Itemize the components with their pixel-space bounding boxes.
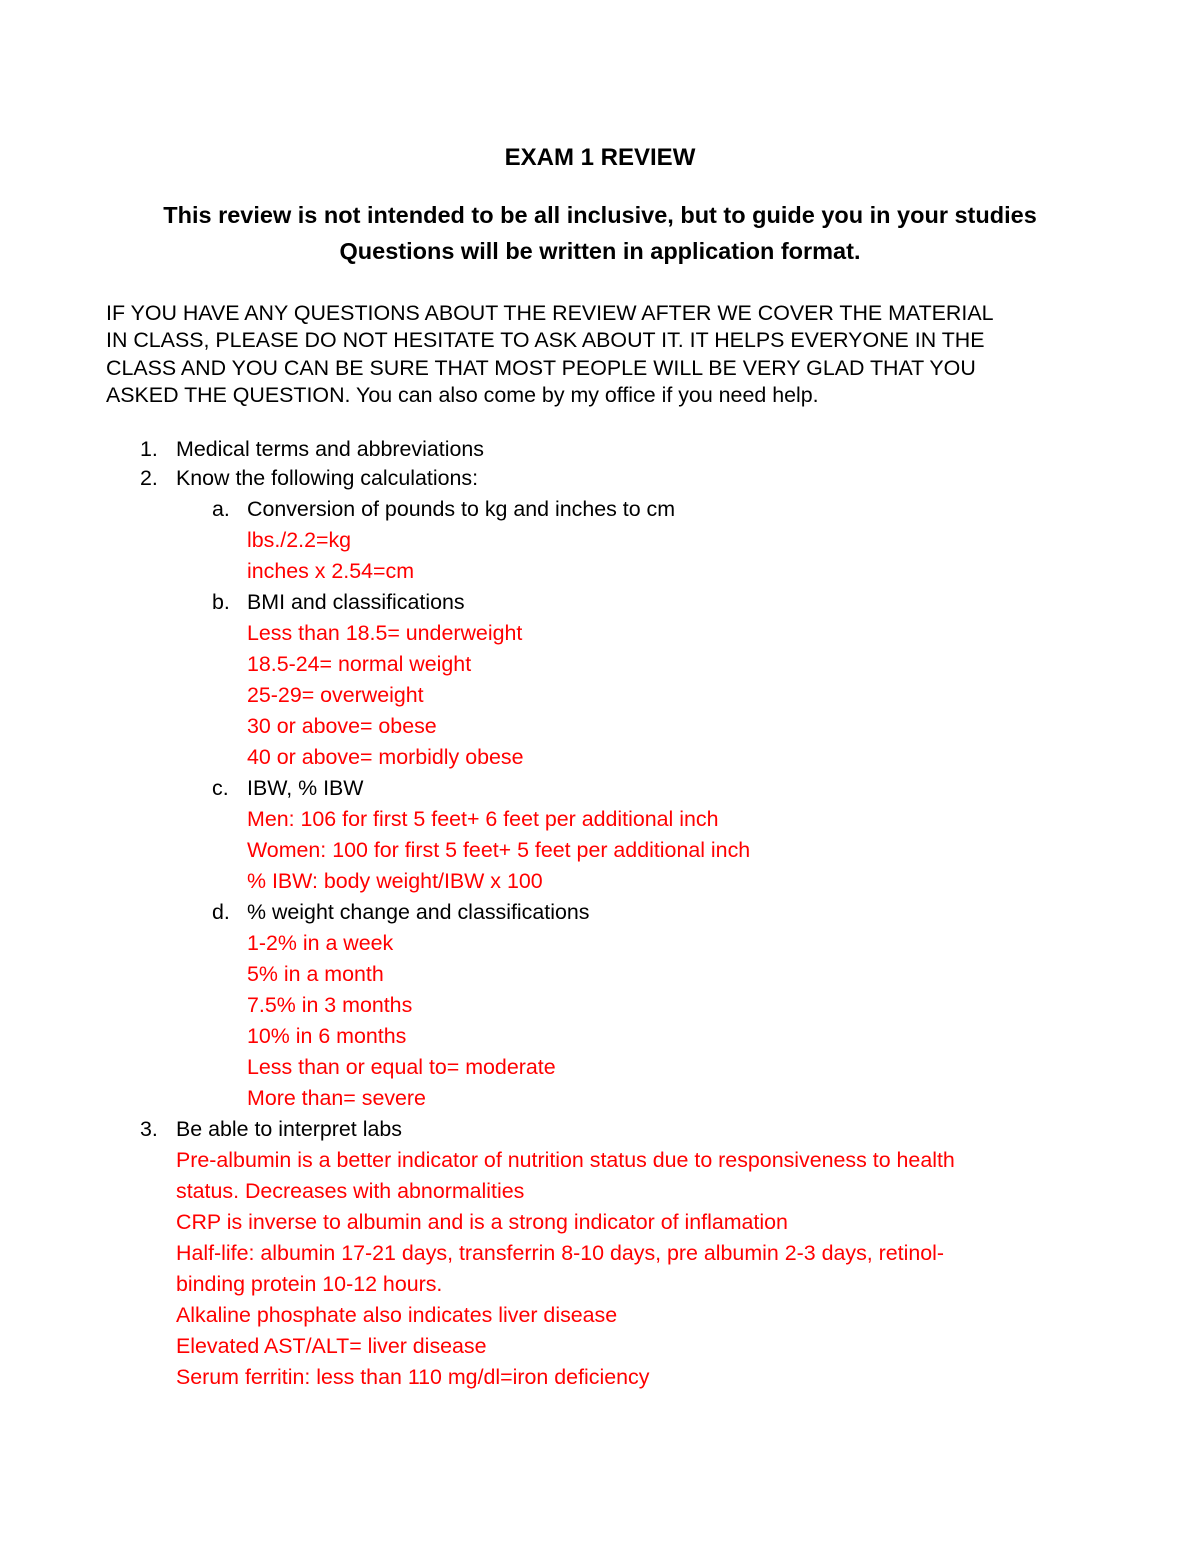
answer-line: 1-2% in a week — [247, 931, 394, 955]
intro-line: IN CLASS, PLEASE DO NOT HESITATE TO ASK ABOUT IT. IT HELPS EVERYONE IN THE — [106, 328, 985, 353]
answer-line: Less than 18.5= underweight — [247, 621, 523, 645]
list-item: % weight change and classifications — [247, 900, 590, 924]
list-item: BMI and classifications — [247, 590, 465, 614]
answer-line: Alkaline phosphate also indicates liver disease — [176, 1303, 618, 1327]
list-item: IBW, % IBW — [247, 776, 364, 800]
intro-line: IF YOU HAVE ANY QUESTIONS ABOUT THE REVIEW AFTER WE COVER THE MATERIAL — [106, 301, 994, 325]
answer-line: % IBW: body weight/IBW x 100 — [247, 869, 543, 893]
intro-line: CLASS AND YOU CAN BE SURE THAT MOST PEOPLE WILL BE VERY GLAD THAT YOU — [106, 355, 976, 380]
answer-line: 25-29= overweight — [247, 683, 424, 707]
item-marker: 3. — [140, 1117, 158, 1141]
answer-line: 5% in a month — [247, 962, 384, 986]
answer-line: Women: 100 for first 5 feet+ 5 feet per additional inch — [247, 838, 751, 862]
answer-line: binding protein 10-12 hours. — [176, 1272, 443, 1296]
item-marker: b. — [212, 590, 230, 614]
answer-line: Elevated AST/ALT= liver disease — [176, 1334, 487, 1358]
item-marker: a. — [212, 497, 230, 521]
answer-line: status. Decreases with abnormalities — [176, 1179, 525, 1203]
page-title: EXAM 1 REVIEW — [504, 144, 696, 171]
answer-line: Men: 106 for first 5 feet+ 6 feet per additional inch — [247, 807, 719, 831]
answer-line: lbs./2.2=kg — [247, 528, 352, 552]
answer-line: inches x 2.54=cm — [247, 559, 415, 583]
list-item: Medical terms and abbreviations — [176, 437, 484, 461]
answer-line: More than= severe — [247, 1086, 426, 1110]
item-marker: 2. — [140, 466, 158, 490]
list-item: Know the following calculations: — [176, 466, 479, 490]
answer-line: Half-life: albumin 17-21 days, transferrin 8-10 days, pre albumin 2-3 days, retinol- — [176, 1241, 945, 1265]
intro-line: ASKED THE QUESTION. You can also come by my office if you need help. — [106, 382, 819, 407]
answer-line: 30 or above= obese — [247, 714, 437, 738]
item-marker: 1. — [140, 437, 158, 461]
item-marker: c. — [212, 776, 229, 800]
subtitle-line-1: This review is not intended to be all inclusive, but to guide you in your studies — [163, 202, 1037, 228]
item-marker: d. — [212, 900, 230, 924]
answer-line: Less than or equal to= moderate — [247, 1055, 556, 1079]
intro-paragraph — [106, 300, 1106, 409]
answer-line: CRP is inverse to albumin and is a strong indicator of inflamation — [176, 1210, 788, 1234]
answer-line: Serum ferritin: less than 110 mg/dl=iron deficiency — [176, 1365, 650, 1389]
answer-line: 10% in 6 months — [247, 1024, 407, 1048]
answer-line: 18.5-24= normal weight — [247, 652, 472, 676]
list-item: Be able to interpret labs — [176, 1117, 402, 1141]
answer-line: Pre-albumin is a better indicator of nutrition status due to responsiveness to health — [176, 1148, 955, 1172]
answer-line: 7.5% in 3 months — [247, 993, 413, 1017]
answer-line: 40 or above= morbidly obese — [247, 745, 524, 769]
subtitle-line-2: Questions will be written in application format. — [339, 238, 861, 264]
list-item: Conversion of pounds to kg and inches to cm — [247, 497, 676, 521]
